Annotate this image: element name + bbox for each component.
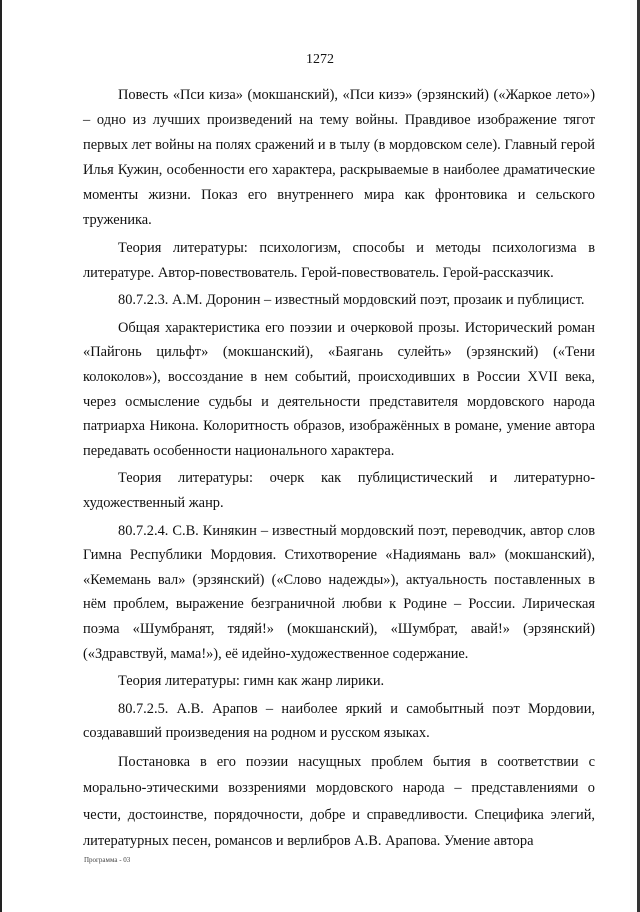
paragraph-theory-essay: Теория литературы: очерк как публицистический и литературно-художественный жанр. xyxy=(83,470,595,511)
page-footer: Программа - 03 xyxy=(84,856,131,864)
paragraph-doronin-novel: Общая характеристика его поэзии и очерковой прозы. Исторический роман «Пайгонь цильфт» (мокшанский), «Баягань сулейть» (эрзянский) («Тени колоколов»), воссоздание в нем событий, происходивших в России XVII века, через осмысление судьбы и деятельности представителя мордовского народа патриарха Никона. Колоритность образов, изображённых в романе, умение автора передавать особенности национального характера. xyxy=(83,319,595,459)
paragraph-theory-psychologism: Теория литературы: психологизм, способы и методы психологизма в литературе. Автор-повествователь. Герой-повествователь. Герой-рассказчик. xyxy=(83,240,595,281)
document-body xyxy=(83,83,595,855)
section-heading-doronin: 80.7.2.3. А.М. Доронин – известный мордовский поэт, прозаик и публицист. xyxy=(118,292,585,309)
paragraph-arapov-poetry: Постановка в его поэзии насущных проблем бытия в соответствии с морально-этическими воззрениями мордовского народа – представлениями о чести, достоинстве, порядочности, добре и справедливости. Специфика элегий, литературных песен, романсов и верлибров А.В. Арапова. Умение автора xyxy=(83,753,595,850)
section-heading-arapov: 80.7.2.5. А.В. Арапов – наиболее яркий и самобытный поэт Мордовии, создававший произведения на родном и русском языках. xyxy=(83,700,595,742)
page-number: 1272 xyxy=(306,52,334,67)
paragraph-theory-anthem: Теория литературы: гимн как жанр лирики. xyxy=(118,673,385,690)
paragraph-psi-kiza: Повесть «Пси киза» (мокшанский), «Пси кизэ» (эрзянский) («Жаркое лето») – одно из лучших произведений на тему войны. Правдивое изображение тягот первых лет войны на полях сражений и в тылу (в мордовском селе). Главный герой Илья Кужин, особенности его характера, раскрываемые в наиболее драматические моменты жизни. Показ его внутреннего мира как фронтовика и сельского труженика. xyxy=(83,87,595,228)
page-left-edge xyxy=(0,0,2,912)
paragraph-kinyakin: 80.7.2.4. С.В. Кинякин – известный мордовский поэт, переводчик, автор слов Гимна Республики Мордовия. Стихотворение «Надиямань вал» (мокшанский), «Кемемань вал» (эрзянский) («Слово надежды»), актуальность поставленных в нём проблем, выражение безграничной любви к Родине – России. Лирическая поэма «Шумбранят, тядяй!» (мокшанский), «Шумбрат, авай!» (эрзянский) («Здравствуй, мама!»), её идейно-художественное содержание. xyxy=(83,522,595,662)
